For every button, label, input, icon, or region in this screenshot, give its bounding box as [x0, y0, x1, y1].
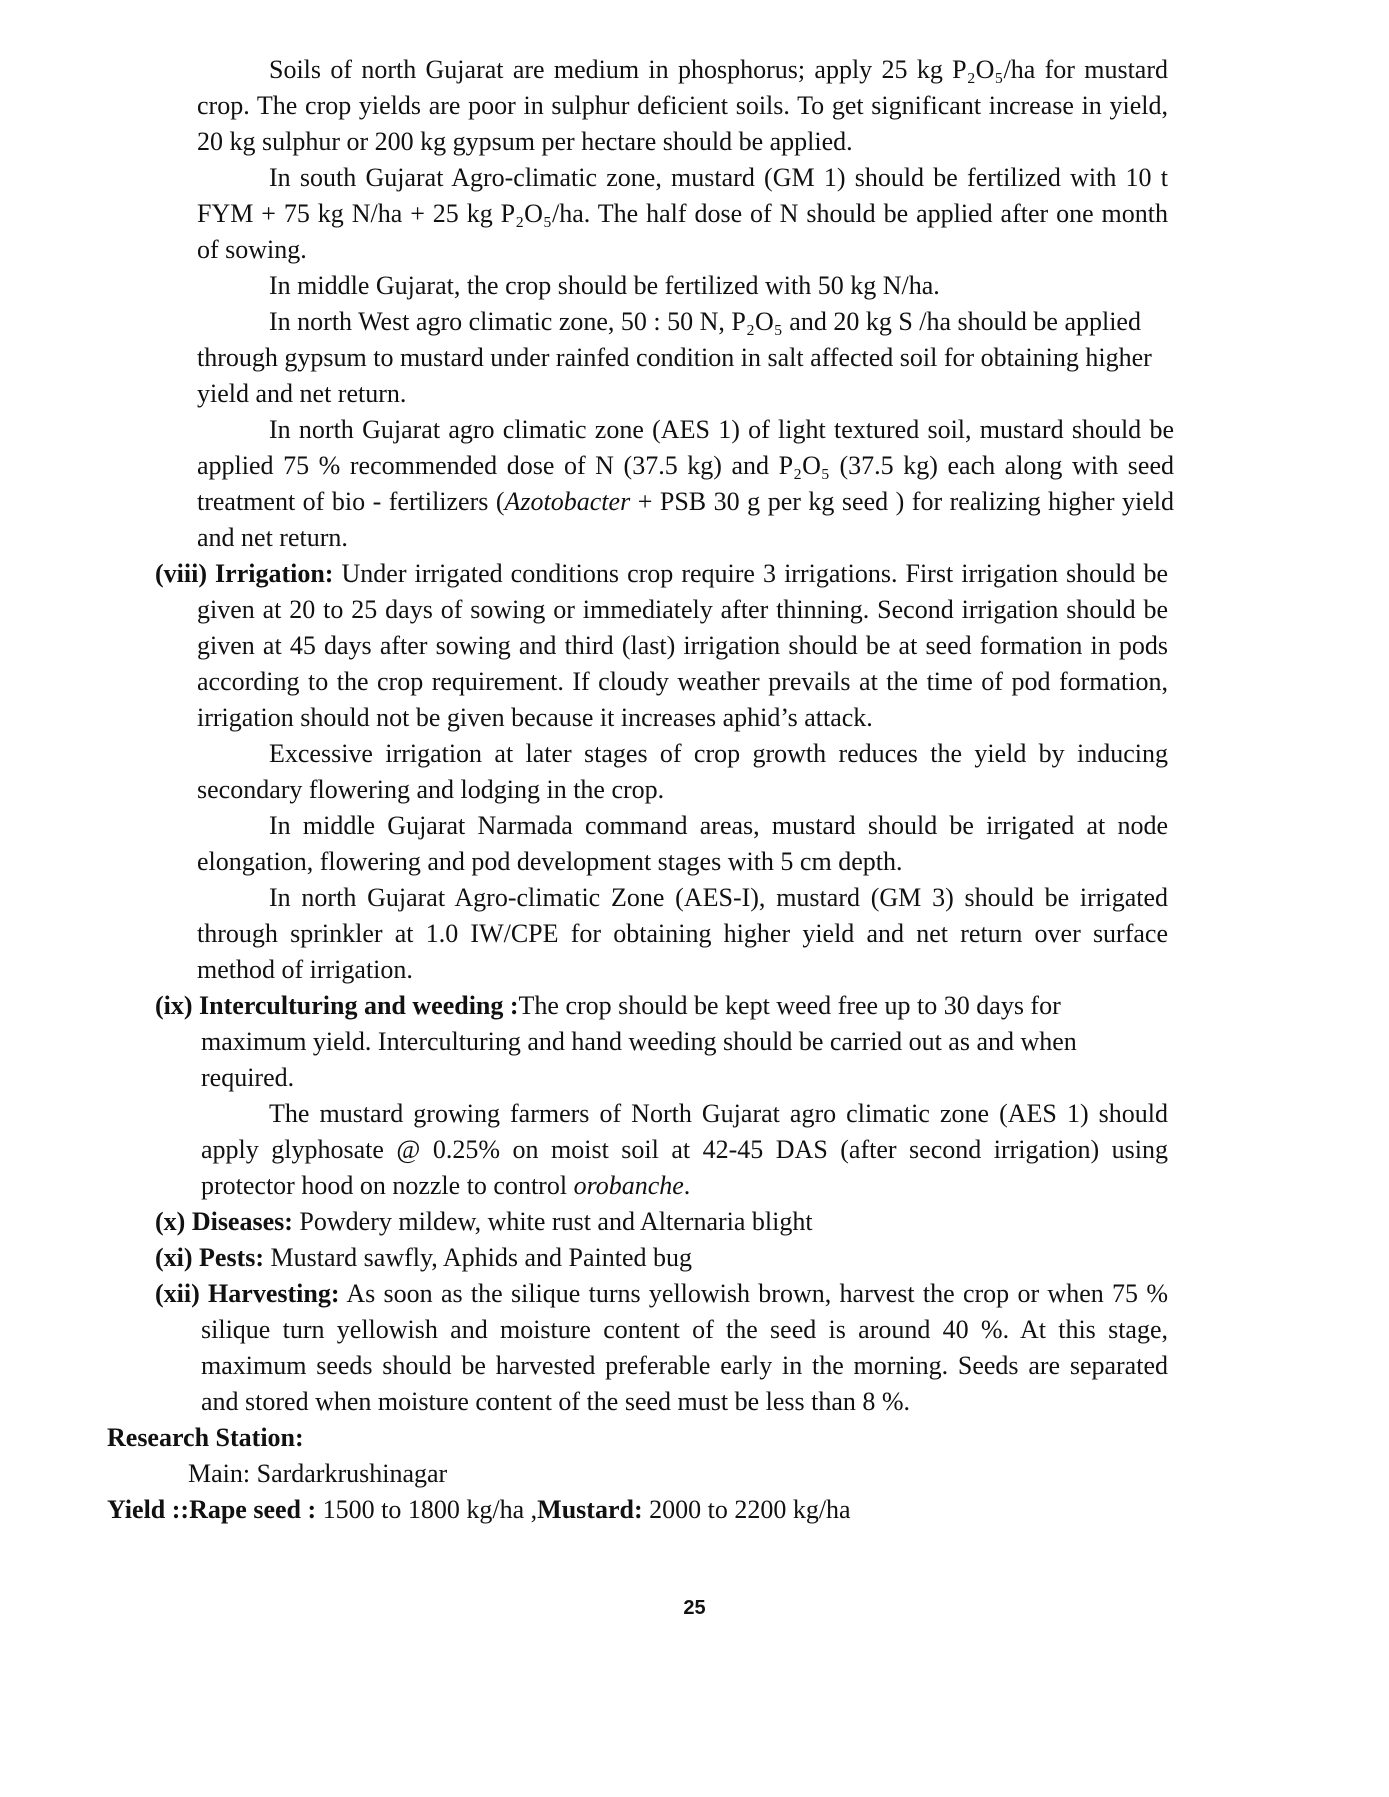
- fertilization-aes1-text-b: + PSB 30 g per kg seed ) for realizing higher yield and net return.: [197, 487, 1175, 552]
- yield-rapeseed-label: Yield ::Rape seed :: [107, 1495, 317, 1524]
- yield-mustard-label: Mustard:: [537, 1495, 643, 1524]
- fertilization-paragraph-south-gujarat: In south Gujarat Agro-climatic zone, mustard (GM 1) should be fertilized with 10 t FYM + 75 kg N/ha + 25 kg P₂O₅/ha. The half dose of N should be applied after one month of sowing.: [197, 163, 1168, 264]
- harvesting-section: [0, 1276, 1389, 1420]
- diseases-text: Powdery mildew, white rust and Alternaria blight: [292, 1207, 813, 1236]
- fertilization-aes1-text-a: In north Gujarat agro climatic zone (AES 1) of light textured soil, mustard should be applied 75 % recommended dose of N (37.5 kg) and P₂O₅ (37.5 kg) each along with seed treatment of bio - fertilizers (: [197, 415, 1174, 516]
- irrigation-label: (viii) Irrigation:: [155, 559, 334, 588]
- interculturing-text: The crop should be kept weed free up to 30 days for maximum yield. Interculturing and hand weeding should be carried out as and when required.: [201, 991, 1077, 1092]
- glyphosate-text-a: The mustard growing farmers of North Gujarat agro climatic zone (AES 1) should apply glyphosate @ 0.25% on moist soil at 42-45 DAS (after second irrigation) using protector hood on nozzle to control: [201, 1099, 1168, 1200]
- irrigation-text: Under irrigated conditions crop require 3 irrigations. First irrigation should be given at 20 to 25 days of sowing or immediately after thinning. Second irrigation should be given at 45 days after sowing and third (last) irrigation should be at seed formation in pods according to the crop requirement. If cloudy weather prevails at the time of pod formation, irrigation should not be given because it increases aphid’s attack.: [197, 559, 1168, 732]
- diseases-label: (x) Diseases:: [155, 1207, 293, 1236]
- research-station-heading: [0, 1420, 1389, 1456]
- interculturing-label: (ix) Interculturing and weeding :: [155, 991, 519, 1020]
- fertilization-paragraph-aes1: [0, 412, 1389, 556]
- research-station-main: Main: Sardarkrushinagar: [188, 1459, 448, 1488]
- page-number: 25: [683, 1597, 706, 1619]
- pests-section: [0, 1240, 1389, 1276]
- fertilization-paragraph-middle-gujarat: In middle Gujarat, the crop should be fertilized with 50 kg N/ha.: [269, 271, 940, 300]
- azotobacter-term: Azotobacter: [504, 487, 631, 516]
- pests-text: Mustard sawfly, Aphids and Painted bug: [264, 1243, 693, 1272]
- research-station-label: Research Station:: [107, 1423, 304, 1452]
- irrigation-paragraph-excessive: Excessive irrigation at later stages of crop growth reduces the yield by inducing secondary flowering and lodging in the crop.: [197, 739, 1168, 804]
- yield-line: [0, 1492, 1389, 1528]
- harvesting-label: (xii) Harvesting:: [155, 1279, 340, 1308]
- page-body: [0, 52, 1389, 1528]
- yield-rapeseed-value: 1500 to 1800 kg/ha ,: [316, 1495, 538, 1524]
- diseases-section: [0, 1204, 1389, 1240]
- orobanche-term: orobanche: [573, 1171, 684, 1200]
- yield-mustard-value: 2000 to 2200 kg/ha: [642, 1495, 851, 1524]
- irrigation-section: [0, 556, 1389, 736]
- harvesting-text: As soon as the silique turns yellowish brown, harvest the crop or when 75 % silique turn yellowish and moisture content of the seed is around 40 %. At this stage, maximum seeds should be harvested preferable early in the morning. Seeds are separated and stored when moisture content of the seed must be less than 8 %.: [201, 1279, 1168, 1416]
- fertilization-paragraph-north-west: In north West agro climatic zone, 50 : 50 N, P₂O₅ and 20 kg S /ha should be applied through gypsum to mustard under rainfed condition in salt affected soil for obtaining higher yield and net return.: [197, 307, 1152, 408]
- fertilization-paragraph-north-phosphorus: Soils of north Gujarat are medium in phosphorus; apply 25 kg P₂O₅/ha for mustard crop. The crop yields are poor in sulphur deficient soils. To get significant increase in yield, 20 kg sulphur or 200 kg gypsum per hectare should be applied.: [197, 55, 1168, 156]
- pests-label: (xi) Pests:: [155, 1243, 265, 1272]
- interculturing-paragraph-glyphosate: [0, 1096, 1389, 1204]
- interculturing-section: [0, 988, 1389, 1096]
- irrigation-paragraph-sprinkler: In north Gujarat Agro-climatic Zone (AES-I), mustard (GM 3) should be irrigated through sprinkler at 1.0 IW/CPE for obtaining higher yield and net return over surface method of irrigation.: [197, 883, 1168, 984]
- irrigation-paragraph-narmada: In middle Gujarat Narmada command areas, mustard should be irrigated at node elongation, flowering and pod development stages with 5 cm depth.: [197, 811, 1168, 876]
- glyphosate-text-b: .: [683, 1171, 691, 1200]
